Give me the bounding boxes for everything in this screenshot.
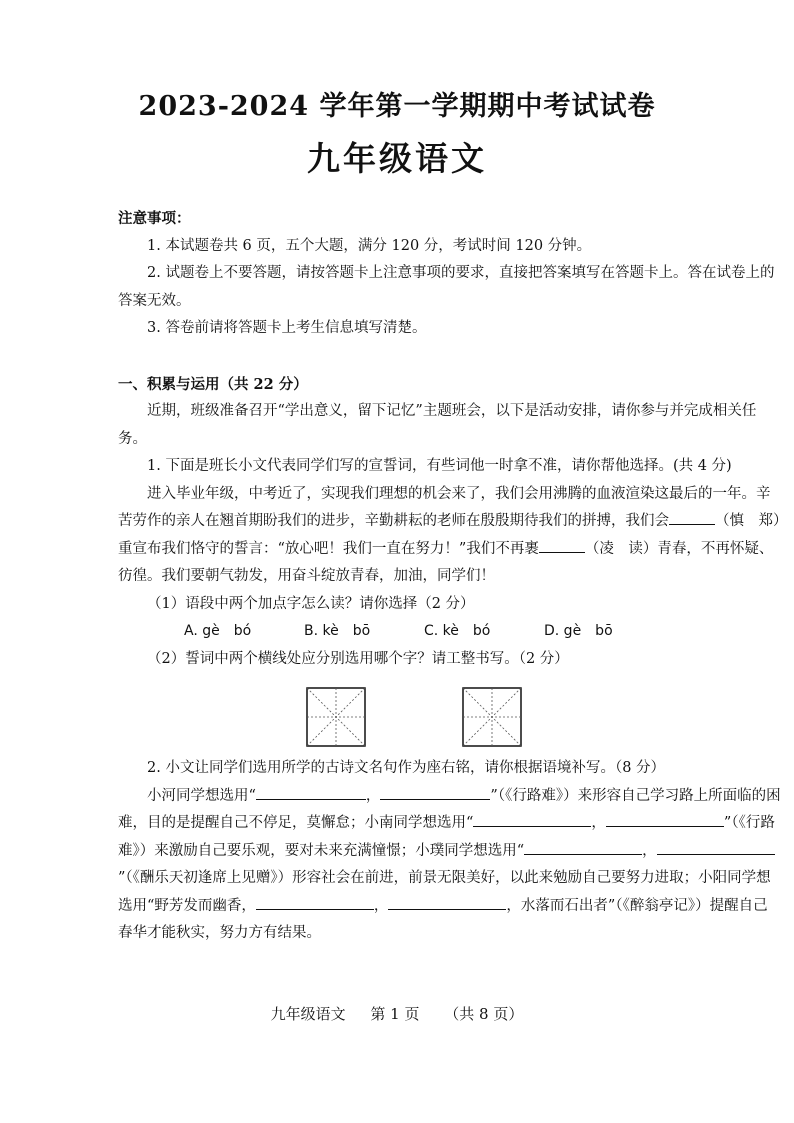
q1-stem: 1. 下面是班长小文代表同学们写的宣誓词，有些词他一时拿不准，请你帮他选择。(共 4 分)	[147, 458, 732, 474]
answer-blank[interactable]	[256, 783, 366, 800]
answer-blank[interactable]	[524, 838, 642, 855]
answer-blank[interactable]	[606, 810, 724, 827]
exam-title: 2023-2024 学年第一学期期中考试试卷	[138, 91, 656, 122]
footer-total: （共 8 页）	[444, 1005, 524, 1023]
option-b[interactable]: B. kè bō	[304, 623, 371, 639]
exam-body	[118, 205, 782, 948]
q1-passage	[118, 481, 782, 591]
q1-sub2: （2）誓词中两个横线处应分别选用哪个字？请工整书写。（2 分）	[147, 650, 569, 667]
answer-blank[interactable]	[669, 508, 715, 525]
option-c[interactable]: C. kè bó	[424, 623, 491, 639]
footer-page: 第 1 页	[370, 1005, 420, 1023]
q1-passage-text-c: （凌 读）青春，不再怀疑、彷徨。我们要朝气勃发，用奋斗绽放青春，加油，同学们！	[118, 540, 774, 584]
q1-sub1: （1）语段中两个加点字怎么读？请你选择（2 分）	[147, 595, 475, 612]
writing-grid-1[interactable]	[306, 687, 366, 747]
q2-passage: 小河同学想选用“ ， ”（《行路难》）来形容自己学习路上所面临的困难，目的是提醒自己不停足，莫懈怠；小南同学想选用“ ， ”（《行路难》）来激励自己要乐观，要对未来充满憧憬；小璞同学想选用“ ，”（《酬乐天初逢席上见赠》）形容社会在前进，前景无限美好，以此来勉励自己要努力进取；小阳同学想选用“野芳发而幽香， ， ，水落而石出者”（《醉翁亭记》）提醒自己春华才能秋实，努力方有结果。	[118, 783, 782, 948]
option-a[interactable]: A. gè bó	[184, 623, 252, 639]
section-spacer	[118, 343, 782, 371]
q1-passage-text-a: 进入毕业年级，中考近了，实现我们理想的机会来了，我们会用沸腾的血液渲染这最后的一年。辛苦劳作的亲人在翘首期盼我们的进步，辛勤耕耘的老师在殷殷期待我们的拼搏，我们会	[118, 485, 771, 529]
q2-text-c: ”（《行路难》）来激励自己要乐观，要对未来充满憧憬；小璞同学想选用“	[118, 815, 775, 859]
writing-grid-2[interactable]	[462, 687, 522, 747]
q2-text-a: 小河同学想选用“	[147, 787, 256, 804]
q2-text-b: ”（《行路难》）来形容自己学习路上所面临的困难，目的是提醒自己不停足，莫懈怠；小南同学想选用“	[118, 787, 781, 831]
page-footer	[0, 1003, 794, 1024]
q2-text-d: ”（《酬乐天初逢席上见赠》）形容社会在前进，前景无限美好，以此来勉励自己要努力进取；小阳同学想选用“野芳发而幽香，	[118, 870, 771, 914]
answer-blank[interactable]	[473, 810, 591, 827]
section1-intro: 近期，班级准备召开“学出意义，留下记忆”主题班会，以下是活动安排，请你参与并完成相关任务。	[118, 403, 757, 447]
q1-passage-text-b: （慎 郑）重宣布我们恪守的誓言：“放心吧！我们一直在努力！”我们不再裹	[118, 513, 781, 557]
answer-blank[interactable]	[380, 783, 490, 800]
option-d[interactable]: D. gè bō	[544, 623, 613, 639]
note-item-2: 2. 试题卷上不要答题，请按答题卡上注意事项的要求，直接把答案填写在答题卡上。答在试卷上的答案无效。	[118, 265, 775, 309]
q2-stem: 2. 小文让同学们选用所学的古诗文名句作为座右铭，请你根据语境补写。（8 分）	[147, 760, 666, 776]
note-item-1: 1. 本试题卷共 6 页，五个大题，满分 120 分，考试时间 120 分钟。	[147, 237, 592, 254]
note-item-3: 3. 答卷前请将答题卡上考生信息填写清楚。	[147, 320, 427, 336]
exam-subtitle: 九年级语文	[307, 139, 487, 178]
answer-blank[interactable]	[388, 893, 506, 910]
answer-blank[interactable]	[256, 893, 374, 910]
section1-heading: 一、积累与运用（共 22 分）	[118, 375, 308, 393]
footer-subject: 九年级语文	[270, 1005, 346, 1023]
q2-text-e: ，水落而石出者”（《醉翁亭记》）提醒自己春华才能秋实，努力方有结果。	[118, 897, 768, 941]
answer-blank[interactable]	[657, 838, 775, 855]
answer-blank[interactable]	[539, 536, 585, 553]
q1-options	[118, 618, 782, 646]
writing-grids	[118, 687, 782, 747]
notes-heading: 注意事项：	[118, 210, 191, 227]
